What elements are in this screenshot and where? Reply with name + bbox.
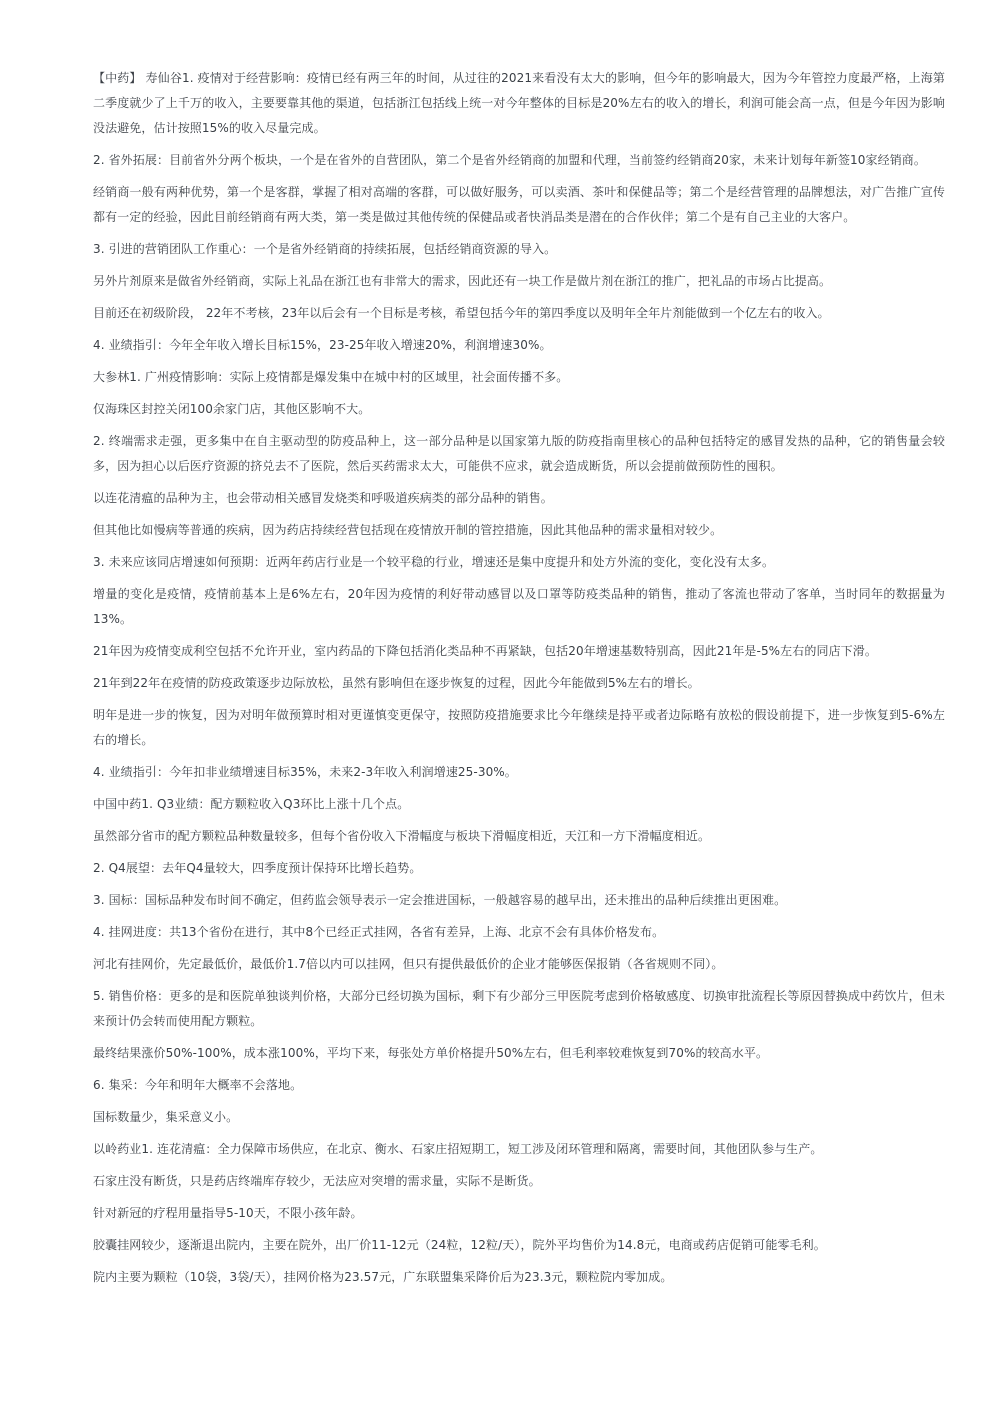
paragraph: 5. 销售价格：更多的是和医院单独谈判价格，大部分已经切换为国标，剩下有少部分三甲医院考虑到价格敏感度、切换审批流程长等原因替换成中药饮片，但未来预计仍会转而使用配方颗粒。 bbox=[93, 989, 945, 1028]
paragraph: 4. 挂网进度：共13个省份在进行，其中8个已经正式挂网，各省有差异，上海、北京不会有具体价格发布。 bbox=[93, 925, 665, 939]
paragraph: 大参林1. 广州疫情影响：实际上疫情都是爆发集中在城中村的区域里，社会面传播不多。 bbox=[93, 370, 569, 384]
paragraph: 以岭药业1. 连花清瘟：全力保障市场供应，在北京、衡水、石家庄招短期工，短工涉及闭环管理和隔离，需要时间，其他团队参与生产。 bbox=[93, 1142, 823, 1156]
paragraph: 3. 国标：国标品种发布时间不确定，但药监会领导表示一定会推进国标，一般越容易的越早出，还未推出的品种后续推出更困难。 bbox=[93, 893, 787, 907]
paragraph: 但其他比如慢病等普通的疾病，因为药店持续经营包括现在疫情放开制的管控措施，因此其他品种的需求量相对较少。 bbox=[93, 523, 723, 537]
paragraph: 6. 集采：今年和明年大概率不会落地。 bbox=[93, 1078, 303, 1092]
paragraph: 虽然部分省市的配方颗粒品种数量较多，但每个省份收入下滑幅度与板块下滑幅度相近，天江和一方下滑幅度相近。 bbox=[93, 829, 711, 843]
paragraph: 针对新冠的疗程用量指导5-10天，不限小孩年龄。 bbox=[93, 1206, 363, 1220]
paragraph: 21年因为疫情变成利空包括不允许开业，室内药品的下降包括消化类品种不再紧缺，包括20年增速基数特别高，因此21年是-5%左右的同店下滑。 bbox=[93, 644, 877, 658]
paragraph: 4. 业绩指引：今年全年收入增长目标15%，23-25年收入增速20%，利润增速30%。 bbox=[93, 338, 552, 352]
paragraph: 3. 未来应该同店增速如何预期：近两年药店行业是一个较平稳的行业，增速还是集中度提升和处方外流的变化，变化没有太多。 bbox=[93, 555, 775, 569]
paragraph: 增量的变化是疫情，疫情前基本上是6%左右，20年因为疫情的利好带动感冒以及口罩等防疫类品种的销售，推动了客流也带动了客单，当时同年的数据量为13%。 bbox=[93, 587, 945, 626]
paragraph: 目前还在初级阶段， 22年不考核，23年以后会有一个目标是考核，希望包括今年的第四季度以及明年全年片剂能做到一个亿左右的收入。 bbox=[93, 306, 830, 320]
paragraph: 3. 引进的营销团队工作重心：一个是省外经销商的持续拓展，包括经销商资源的导入。 bbox=[93, 242, 557, 256]
paragraph: 2. 终端需求走强，更多集中在自主驱动型的防疫品种上，这一部分品种是以国家第九版的防疫指南里核心的品种包括特定的感冒发热的品种，它的销售量会较多，因为担心以后医疗资源的挤兑去不了医院，然后买药需求太大，可能供不应求，就会造成断货，所以会提前做预防性的囤积。 bbox=[93, 434, 945, 473]
paragraph: 明年是进一步的恢复，因为对明年做预算时相对更谨慎变更保守，按照防疫措施要求比今年继续是持平或者边际略有放松的假设前提下，进一步恢复到5-6%左右的增长。 bbox=[93, 708, 945, 747]
paragraph: 2. Q4展望：去年Q4量较大，四季度预计保持环比增长趋势。 bbox=[93, 861, 422, 875]
paragraph: 石家庄没有断货，只是药店终端库存较少，无法应对突增的需求量，实际不是断货。 bbox=[93, 1174, 541, 1188]
paragraph: 【中药】 寿仙谷1. 疫情对于经营影响：疫情已经有两三年的时间，从过往的2021来看没有太大的影响，但今年的影响最大，因为今年管控力度最严格，上海第二季度就少了上千万的收入，主要要靠其他的渠道，包括浙江包括线上统一对今年整体的目标是20%左右的收入的增长，利润可能会高一点，但是今年因为影响没法避免，估计按照15%的收入尽量完成。 bbox=[93, 71, 945, 135]
paragraph: 21年到22年在疫情的防疫政策逐步边际放松，虽然有影响但在逐步恢复的过程，因此今年能做到5%左右的增长。 bbox=[93, 676, 700, 690]
paragraph: 以连花清瘟的品种为主，也会带动相关感冒发烧类和呼吸道疾病类的部分品种的销售。 bbox=[93, 491, 553, 505]
paragraph: 胶囊挂网较少，逐渐退出院内，主要在院外，出厂价11-12元（24粒，12粒/天），院外平均售价为14.8元，电商或药店促销可能零毛利。 bbox=[93, 1238, 826, 1252]
paragraph: 最终结果涨价50%-100%，成本涨100%，平均下来，每张处方单价格提升50%左右，但毛利率较难恢复到70%的较高水平。 bbox=[93, 1046, 769, 1060]
paragraph: 中国中药1. Q3业绩：配方颗粒收入Q3环比上涨十几个点。 bbox=[93, 797, 410, 811]
paragraph: 国标数量少，集采意义小。 bbox=[93, 1110, 239, 1124]
document-body bbox=[93, 66, 945, 1297]
paragraph: 2. 省外拓展：目前省外分两个板块，一个是在省外的自营团队，第二个是省外经销商的加盟和代理，当前签约经销商20家，未来计划每年新签10家经销商。 bbox=[93, 153, 927, 167]
paragraph: 院内主要为颗粒（10袋，3袋/天），挂网价格为23.57元，广东联盟集采降价后为23.3元，颗粒院内零加成。 bbox=[93, 1270, 673, 1284]
paragraph: 经销商一般有两种优势，第一个是客群，掌握了相对高端的客群，可以做好服务，可以卖酒、茶叶和保健品等；第二个是经营管理的品牌想法，对广告推广宣传都有一定的经验，因此目前经销商有两大类，第一类是做过其他传统的保健品或者快消品类是潜在的合作伙伴；第二个是有自己主业的大客户。 bbox=[93, 185, 945, 224]
paragraph: 河北有挂网价，先定最低价，最低价1.7倍以内可以挂网，但只有提供最低价的企业才能够医保报销（各省规则不同）。 bbox=[93, 957, 724, 971]
paragraph: 4. 业绩指引：今年扣非业绩增速目标35%，未来2-3年收入利润增速25-30%。 bbox=[93, 765, 517, 779]
paragraph: 仅海珠区封控关闭100余家门店，其他区影响不大。 bbox=[93, 402, 371, 416]
paragraph: 另外片剂原来是做省外经销商，实际上礼品在浙江也有非常大的需求，因此还有一块工作是做片剂在浙江的推广，把礼品的市场占比提高。 bbox=[93, 274, 832, 288]
